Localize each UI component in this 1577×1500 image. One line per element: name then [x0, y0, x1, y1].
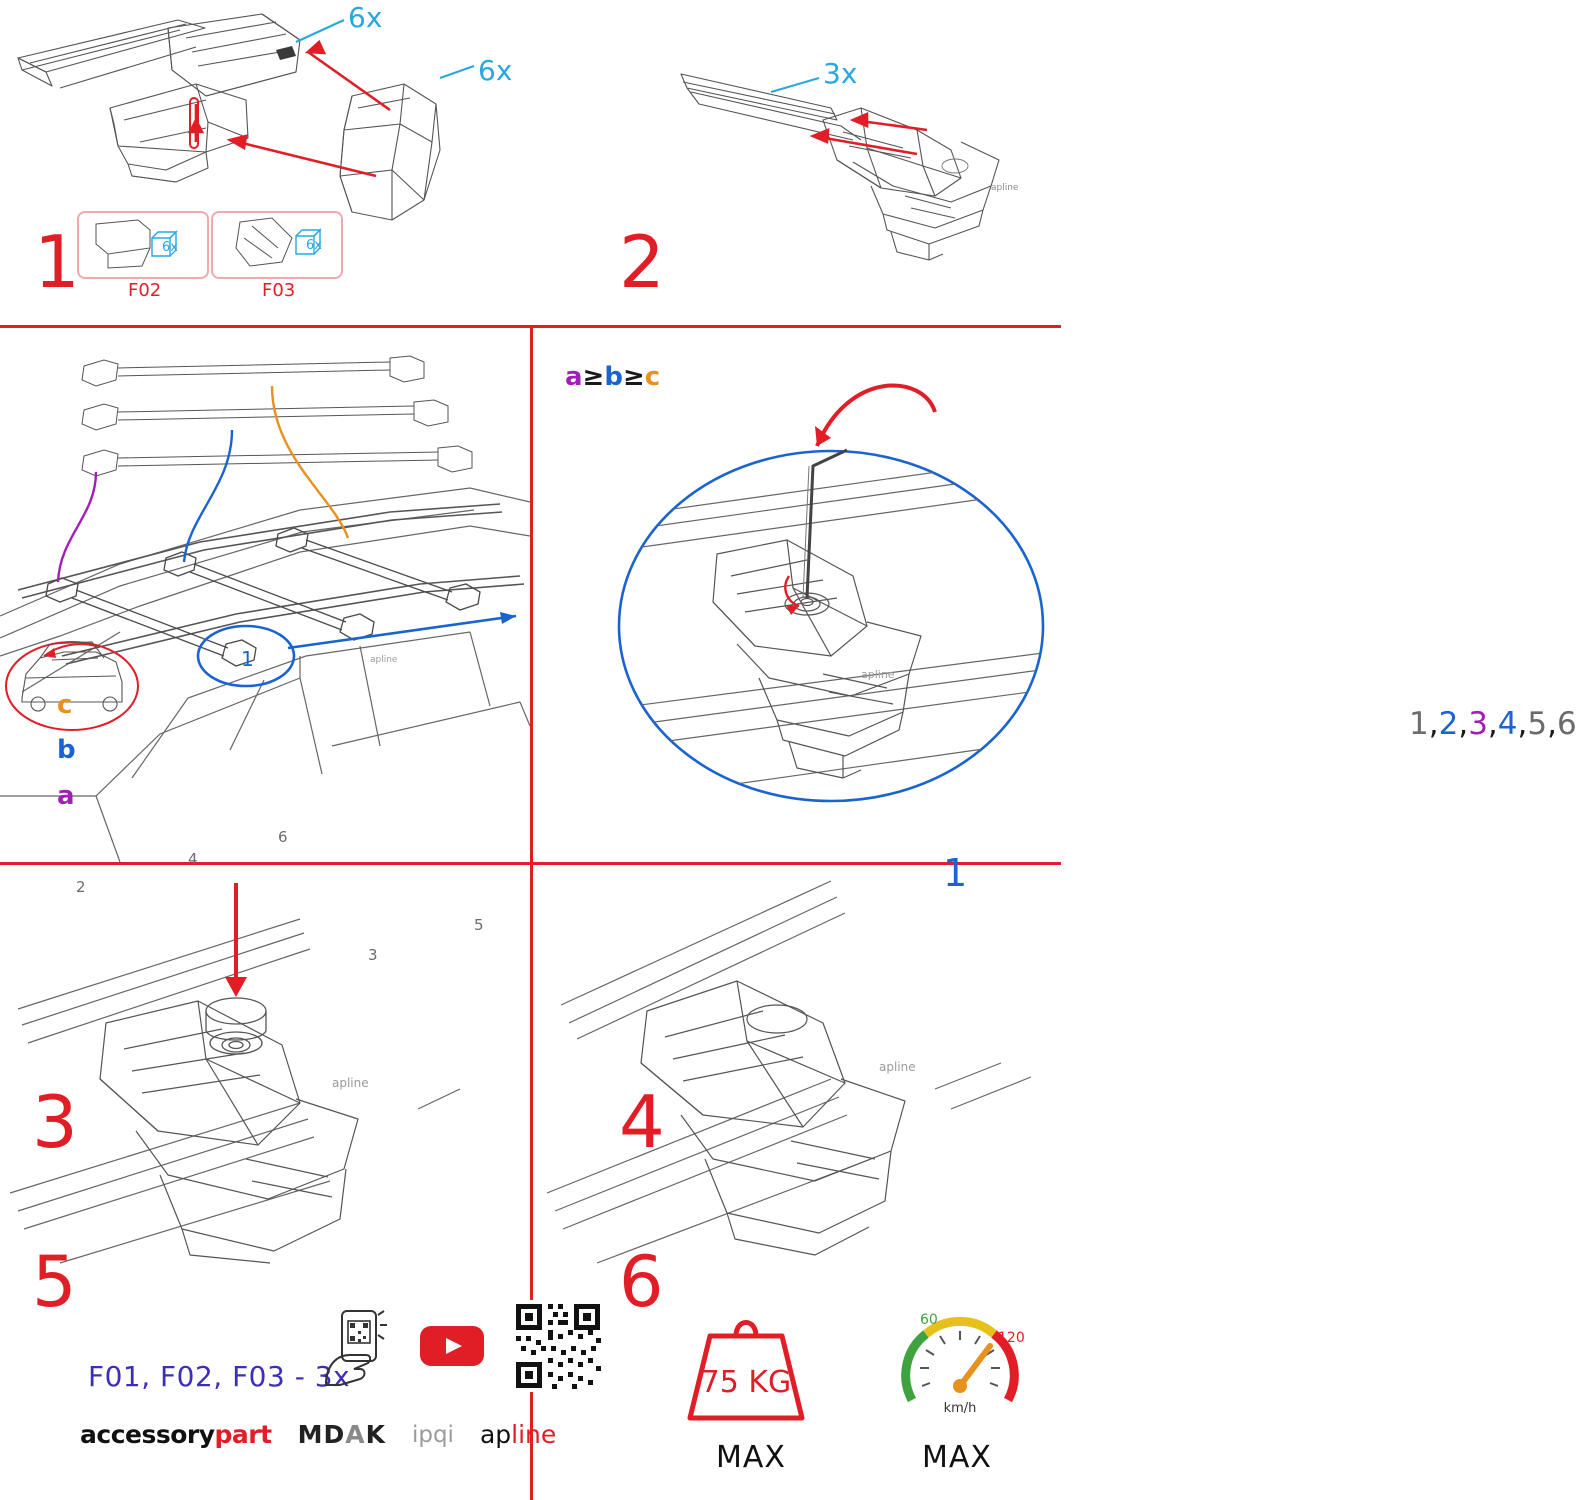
logo-apline-first: ap — [479, 1420, 512, 1449]
relation-b: b — [604, 362, 623, 392]
step3-roof-mark-6: 6 — [278, 828, 288, 846]
qr-code-icon — [512, 1300, 604, 1392]
sequence-6: 6 — [1556, 706, 1577, 742]
logo-accessorypart — [80, 1420, 272, 1449]
step1-chip-f03-badge: 6x — [306, 238, 322, 253]
logo-accessorypart-first: accessory — [80, 1420, 215, 1449]
step-5-panel — [0, 863, 530, 1323]
step2-qty-label: 3x — [823, 57, 858, 90]
step3-roof-mark-5: 5 — [474, 916, 484, 934]
weight-value: 75 KG — [700, 1365, 792, 1400]
logo-row — [80, 1420, 556, 1449]
step4-sequence: 1,2,3,4,5,6 — [1409, 706, 1577, 742]
sequence-4: 4 — [1497, 706, 1518, 742]
step-6-number: 6 — [619, 1241, 664, 1323]
step3-roof-mark-4: 4 — [188, 850, 198, 868]
speed-max-label: MAX — [922, 1440, 992, 1475]
step-5-number: 5 — [32, 1241, 77, 1323]
step4-zoom-number: 1 — [943, 851, 968, 895]
logo-mdak-first: MD — [297, 1420, 346, 1449]
step-5-illustration — [0, 863, 530, 1263]
speed-tick-120: 120 — [998, 1330, 1025, 1346]
step3-bar-label-a: a — [57, 781, 75, 811]
svg-text:apline: apline — [332, 1076, 369, 1090]
step-2-number: 2 — [619, 220, 665, 304]
step-1-panel — [0, 0, 530, 325]
step-3-number: 3 — [32, 1080, 78, 1164]
logo-ipqi: ipqi — [411, 1421, 454, 1448]
logo-apline — [480, 1420, 556, 1449]
sequence-2: 2 — [1438, 706, 1459, 742]
svg-text:apline: apline — [991, 183, 1019, 193]
relation-ge-2: ≥ — [622, 362, 645, 392]
step-5-icon-row — [320, 1300, 604, 1392]
svg-text:apline: apline — [370, 655, 398, 665]
step3-bar-label-c: c — [57, 690, 73, 720]
step1-chip-f02-label: F02 — [128, 280, 162, 301]
step-4-illustration — [531, 326, 1061, 862]
weight-max-label: MAX — [716, 1440, 786, 1475]
svg-text:apline: apline — [879, 1060, 916, 1074]
step1-qty-top-label: 6x — [348, 1, 383, 34]
speed-unit-label: km/h — [943, 1401, 977, 1416]
logo-mdak-second: K — [365, 1420, 386, 1449]
step-6-illustration — [531, 863, 1061, 1263]
speed-tick-60: 60 — [920, 1312, 938, 1328]
step-4-number: 4 — [619, 1080, 665, 1164]
step-4-panel — [531, 326, 1577, 1164]
youtube-icon[interactable] — [418, 1322, 486, 1370]
sequence-1: 1 — [1409, 706, 1429, 742]
sequence-5: 5 — [1527, 706, 1548, 742]
logo-mdak-accent: A — [345, 1420, 366, 1449]
step-2-panel — [531, 0, 1061, 325]
logo-accessorypart-second: part — [214, 1420, 272, 1449]
step-2-illustration — [531, 0, 1061, 325]
relation-ge-1: ≥ — [582, 362, 605, 392]
step1-chip-f03-label: F03 — [262, 280, 296, 301]
step3-roof-mark-1: 1 — [241, 647, 254, 671]
parts-note: F01, F02, F03 - 3x — [88, 1360, 351, 1393]
sequence-3: 3 — [1468, 706, 1488, 742]
step3-roof-mark-3: 3 — [368, 946, 378, 964]
step-3-illustration — [0, 326, 530, 862]
scan-qr-hand-icon — [320, 1307, 392, 1385]
svg-text:apline: apline — [861, 668, 895, 681]
step-3-panel — [0, 326, 530, 1164]
relation-c: c — [644, 362, 661, 392]
step1-chip-f02-badge: 6x — [162, 240, 178, 255]
step-1-number: 1 — [34, 220, 80, 304]
logo-apline-second: line — [511, 1420, 557, 1449]
step1-qty-right-label: 6x — [478, 54, 513, 87]
logo-mdak — [298, 1420, 386, 1449]
weight-limit-icon — [676, 1300, 816, 1430]
step3-roof-mark-2: 2 — [76, 878, 86, 896]
step3-bar-label-b: b — [57, 735, 76, 765]
relation-a: a — [565, 362, 583, 392]
speed-limit-icon — [890, 1294, 1030, 1432]
